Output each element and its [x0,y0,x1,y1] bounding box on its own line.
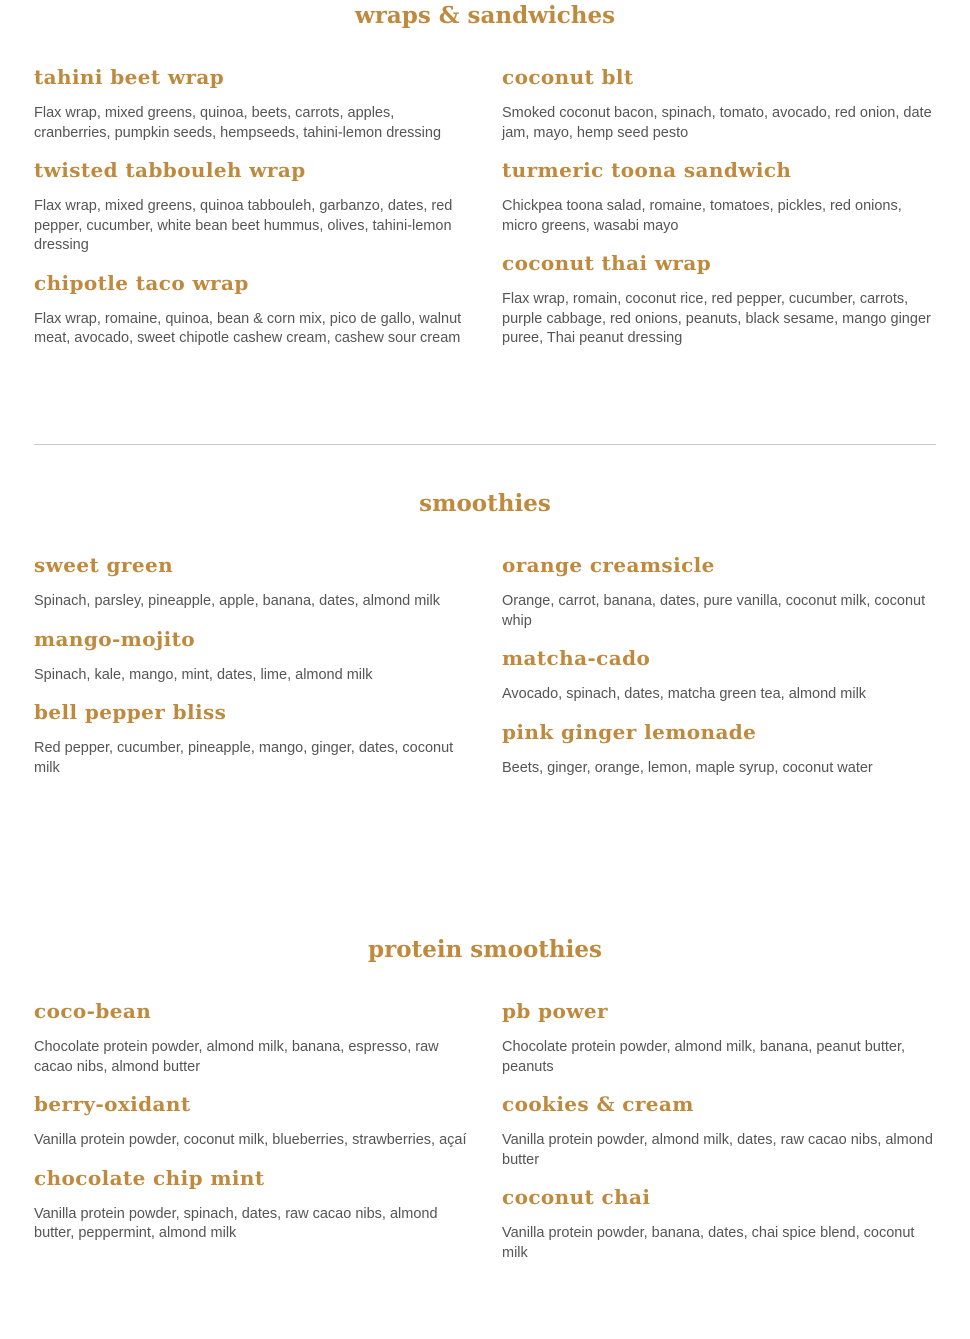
menu-item-name: chipotle taco wrap [34,270,249,295]
menu-item [34,998,468,1077]
menu-item-name: pink ginger lemonade [502,719,757,744]
menu-item-name: tahini beet wrap [34,65,225,89]
menu-item [502,250,936,349]
menu-item-description: Vanilla protein powder, almond milk, dates, raw cacao nibs, almond butter [502,1132,933,1168]
menu-item-name: orange creamsicle [502,553,715,577]
menu-item-description: Vanilla protein powder, coconut milk, blueberries, strawberries, açaí [34,1132,467,1148]
menu-item [34,1165,468,1244]
menu-item-description: Spinach, parsley, pineapple, apple, banana, dates, almond milk [34,593,440,609]
menu-column-right [502,64,936,349]
menu-item-name: twisted tabbouleh wrap [34,158,306,182]
section-title: protein smoothies [368,936,602,963]
menu-item-name: coco-bean [34,999,152,1023]
menu-item [34,1091,468,1151]
menu-item [502,719,936,779]
menu-item-name: coconut thai wrap [502,251,712,275]
menu-item [34,699,468,778]
menu-item-description: Flax wrap, romaine, quinoa, bean & corn mix, pico de gallo, walnut meat, avocado, sweet chipotle cashew cream, cashew sour cream [34,310,462,346]
menu-item [502,998,936,1077]
menu-item-name: cookies & cream [502,1092,694,1116]
menu-item-name: turmeric toona sandwich [502,158,792,182]
menu-item [502,1184,936,1263]
menu-item-name: coconut blt [502,65,634,89]
menu-item [34,270,468,349]
menu-item-name: coconut chai [502,1185,651,1209]
menu-item-description: Flax wrap, romain, coconut rice, red pepper, cucumber, carrots, purple cabbage, red onions, peanuts, black sesame, mango ginger puree, Thai peanut dressing [502,291,931,346]
menu-column-right [502,998,936,1263]
menu-item [34,552,468,612]
menu-item [502,552,936,631]
menu-item [34,64,468,143]
menu-column-left [34,552,468,778]
menu-item-name: mango-mojito [34,626,196,651]
menu-item-description: Flax wrap, mixed greens, quinoa, beets, carrots, apples, cranberries, pumpkin seeds, hempseeds, tahini-lemon dressing [34,105,442,141]
section-title: wraps & sandwiches [354,2,616,29]
menu-item-description: Chocolate protein powder, almond milk, banana, espresso, raw cacao nibs, almond butter [34,1039,439,1075]
menu-item-name: bell pepper bliss [34,700,227,724]
menu-item [502,1091,936,1170]
menu-item-description: Chickpea toona salad, romaine, tomatoes, pickles, red onions, micro greens, wasabi mayo [502,198,902,234]
menu-column-left [34,998,468,1244]
menu-item-description: Flax wrap, mixed greens, quinoa tabbouleh, garbanzo, dates, red pepper, cucumber, white bean beet hummus, olives, tahini-lemon dressing [34,198,453,253]
menu-item-description: Orange, carrot, banana, dates, pure vanilla, coconut milk, coconut whip [502,593,926,629]
menu-item [34,157,468,256]
menu-item-name: chocolate chip mint [34,1165,265,1190]
menu-column-left [34,64,468,349]
menu-item-description: Beets, ginger, orange, lemon, maple syrup, coconut water [502,759,873,776]
menu-item-name: berry-oxidant [34,1092,191,1116]
menu-item-description: Vanilla protein powder, banana, dates, chai spice blend, coconut milk [502,1225,915,1261]
menu-item [502,645,936,705]
menu-item-description: Spinach, kale, mango, mint, dates, lime, almond milk [34,666,373,683]
section-divider [34,444,936,445]
section-title: smoothies [419,490,551,517]
menu-item-description: Red pepper, cucumber, pineapple, mango, ginger, dates, coconut milk [34,740,454,776]
menu-item [502,157,936,236]
menu-item-name: pb power [502,999,608,1023]
menu-item-description: Smoked coconut bacon, spinach, tomato, avocado, red onion, date jam, mayo, hemp seed pesto [502,105,932,141]
menu-item-name: matcha-cado [502,646,651,670]
menu-item [502,64,936,143]
menu-column-right [502,552,936,778]
menu-item [34,626,468,686]
menu-item-description: Avocado, spinach, dates, matcha green tea, almond milk [502,686,867,702]
menu-item-description: Vanilla protein powder, spinach, dates, raw cacao nibs, almond butter, peppermint, almond milk [34,1205,438,1241]
menu-item-description: Chocolate protein powder, almond milk, banana, peanut butter, peanuts [502,1039,906,1075]
menu-item-name: sweet green [34,553,174,577]
